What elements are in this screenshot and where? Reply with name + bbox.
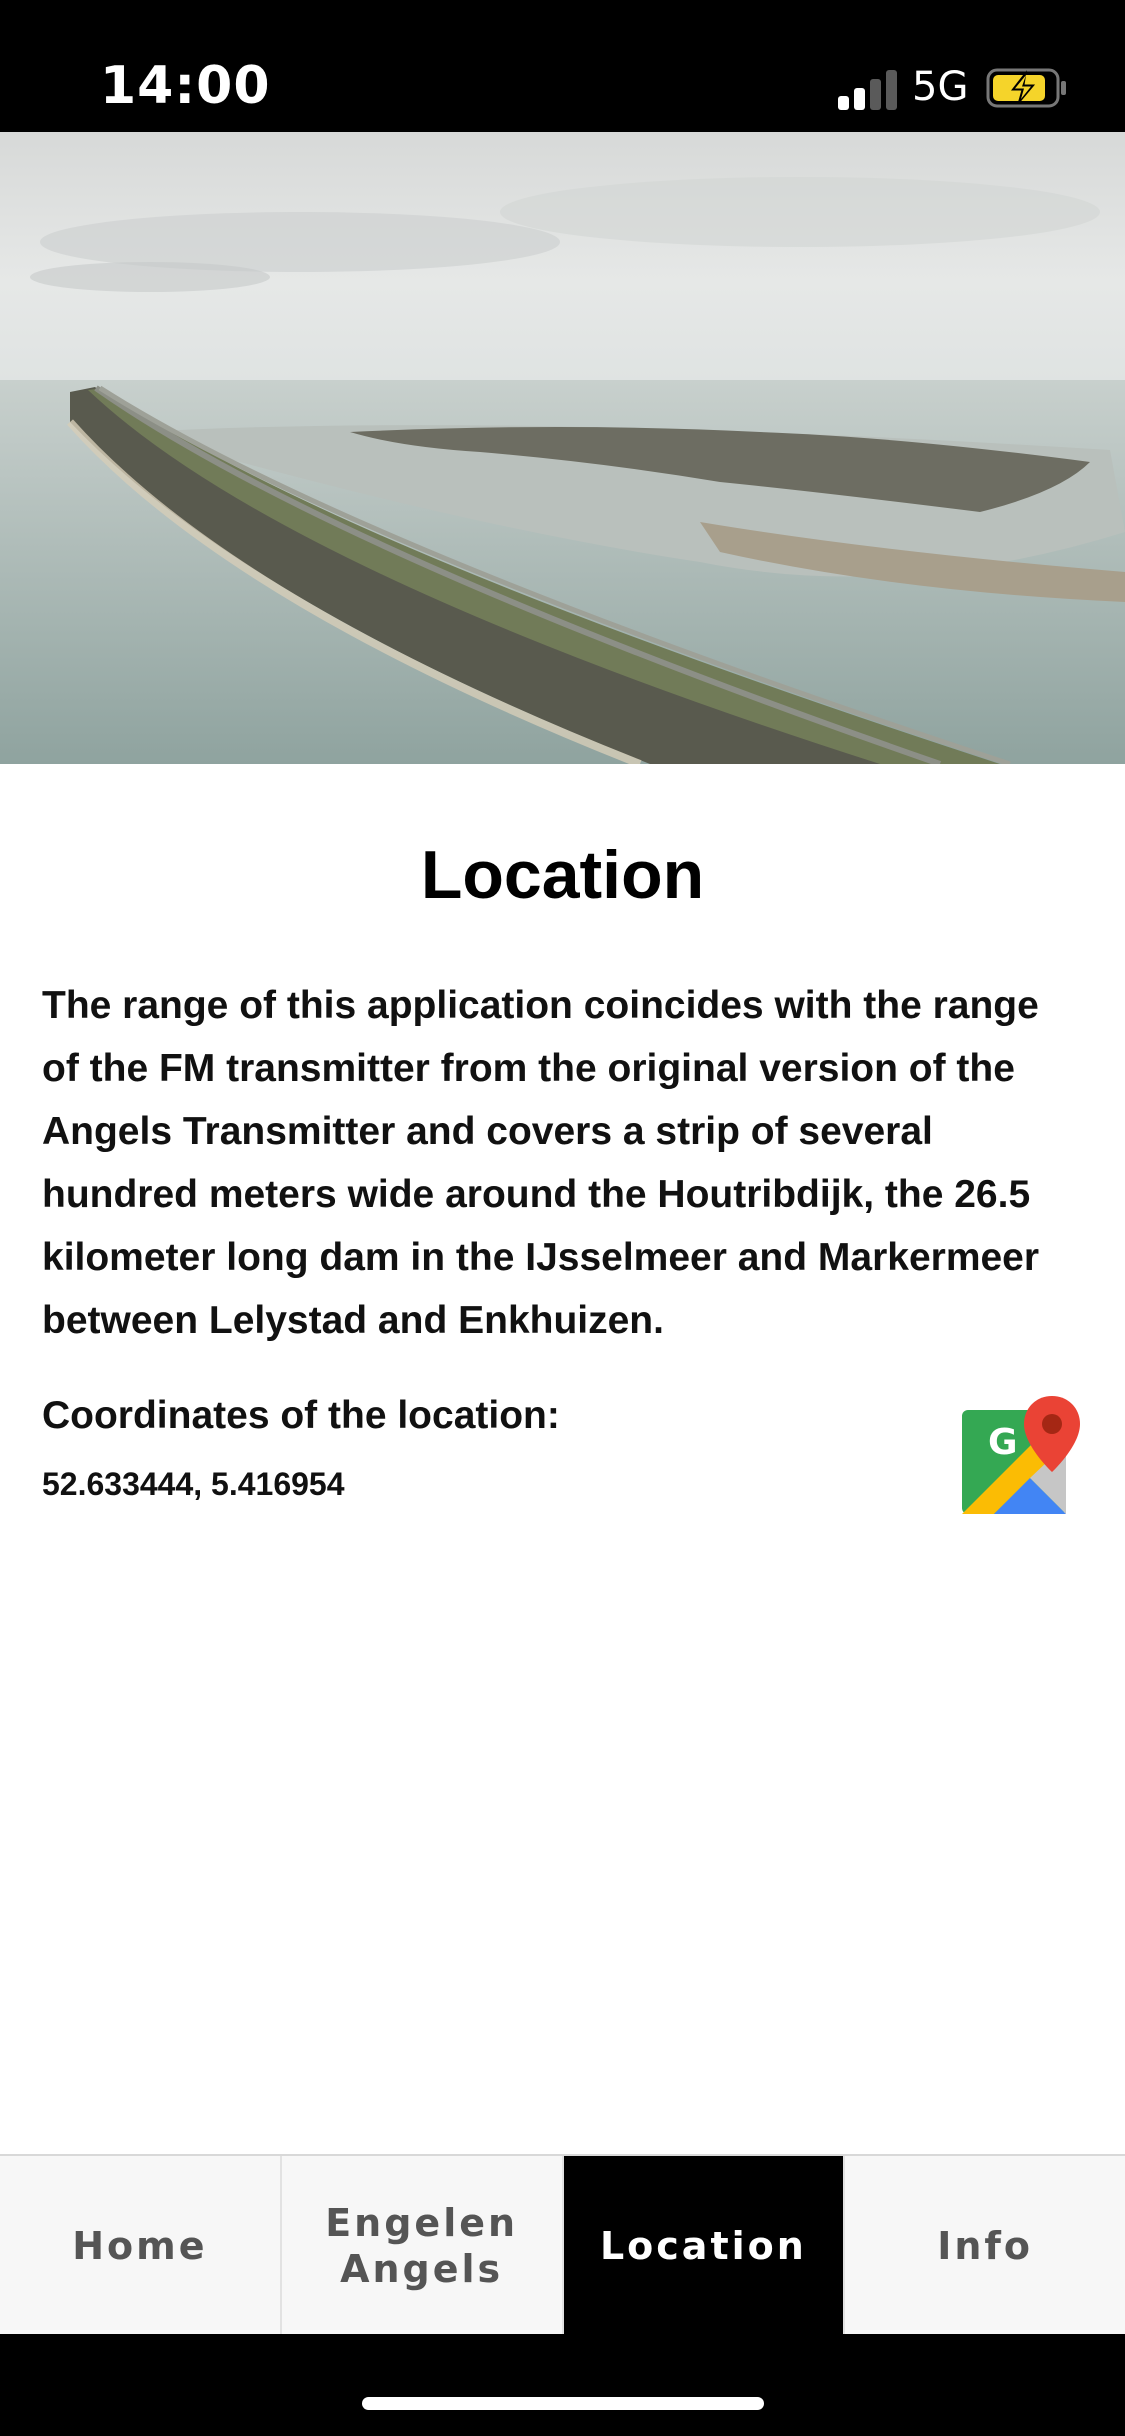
aerial-dam-photo bbox=[0, 132, 1125, 764]
status-time: 14:00 bbox=[100, 56, 271, 116]
bottom-tab-bar bbox=[0, 2154, 1125, 2336]
tab-angels-label-nl: Engelen bbox=[325, 2201, 519, 2245]
tab-home-label: Home bbox=[72, 2224, 208, 2268]
home-indicator-area bbox=[0, 2334, 1125, 2436]
tab-location-label: Location bbox=[599, 2224, 807, 2268]
status-bar bbox=[0, 0, 1125, 132]
tab-angels-label bbox=[325, 2200, 518, 2292]
coordinates-value: 52.633444, 5.416954 bbox=[42, 1466, 345, 1502]
tab-home[interactable] bbox=[0, 2156, 282, 2336]
hero-image bbox=[0, 132, 1125, 764]
home-indicator[interactable] bbox=[362, 2397, 764, 2410]
tab-info[interactable] bbox=[845, 2156, 1125, 2336]
tab-angels[interactable] bbox=[282, 2156, 564, 2336]
tab-angels-label-en: Angels bbox=[340, 2247, 504, 2291]
google-maps-icon[interactable] bbox=[960, 1394, 1084, 1518]
location-description: The range of this application coincides with the range of the FM transmitter from the original version of the Angels Transmitter and covers a strip of several hundred meters wide around the Houtribdijk, the 26.5 kilometer long dam in the IJsselmeer and Markermeer between Lelystad and Enkhuizen. bbox=[42, 984, 1040, 1342]
signal-strength-icon bbox=[838, 66, 898, 110]
network-type: 5G bbox=[912, 64, 969, 110]
tab-info-label: Info bbox=[937, 2224, 1034, 2268]
battery-charging-icon bbox=[986, 68, 1068, 108]
svg-text:G: G bbox=[988, 1422, 1018, 1463]
coordinates-label: Coordinates of the location: bbox=[42, 1394, 560, 1437]
tab-location[interactable] bbox=[564, 2156, 846, 2336]
page-title: Location bbox=[420, 837, 705, 913]
